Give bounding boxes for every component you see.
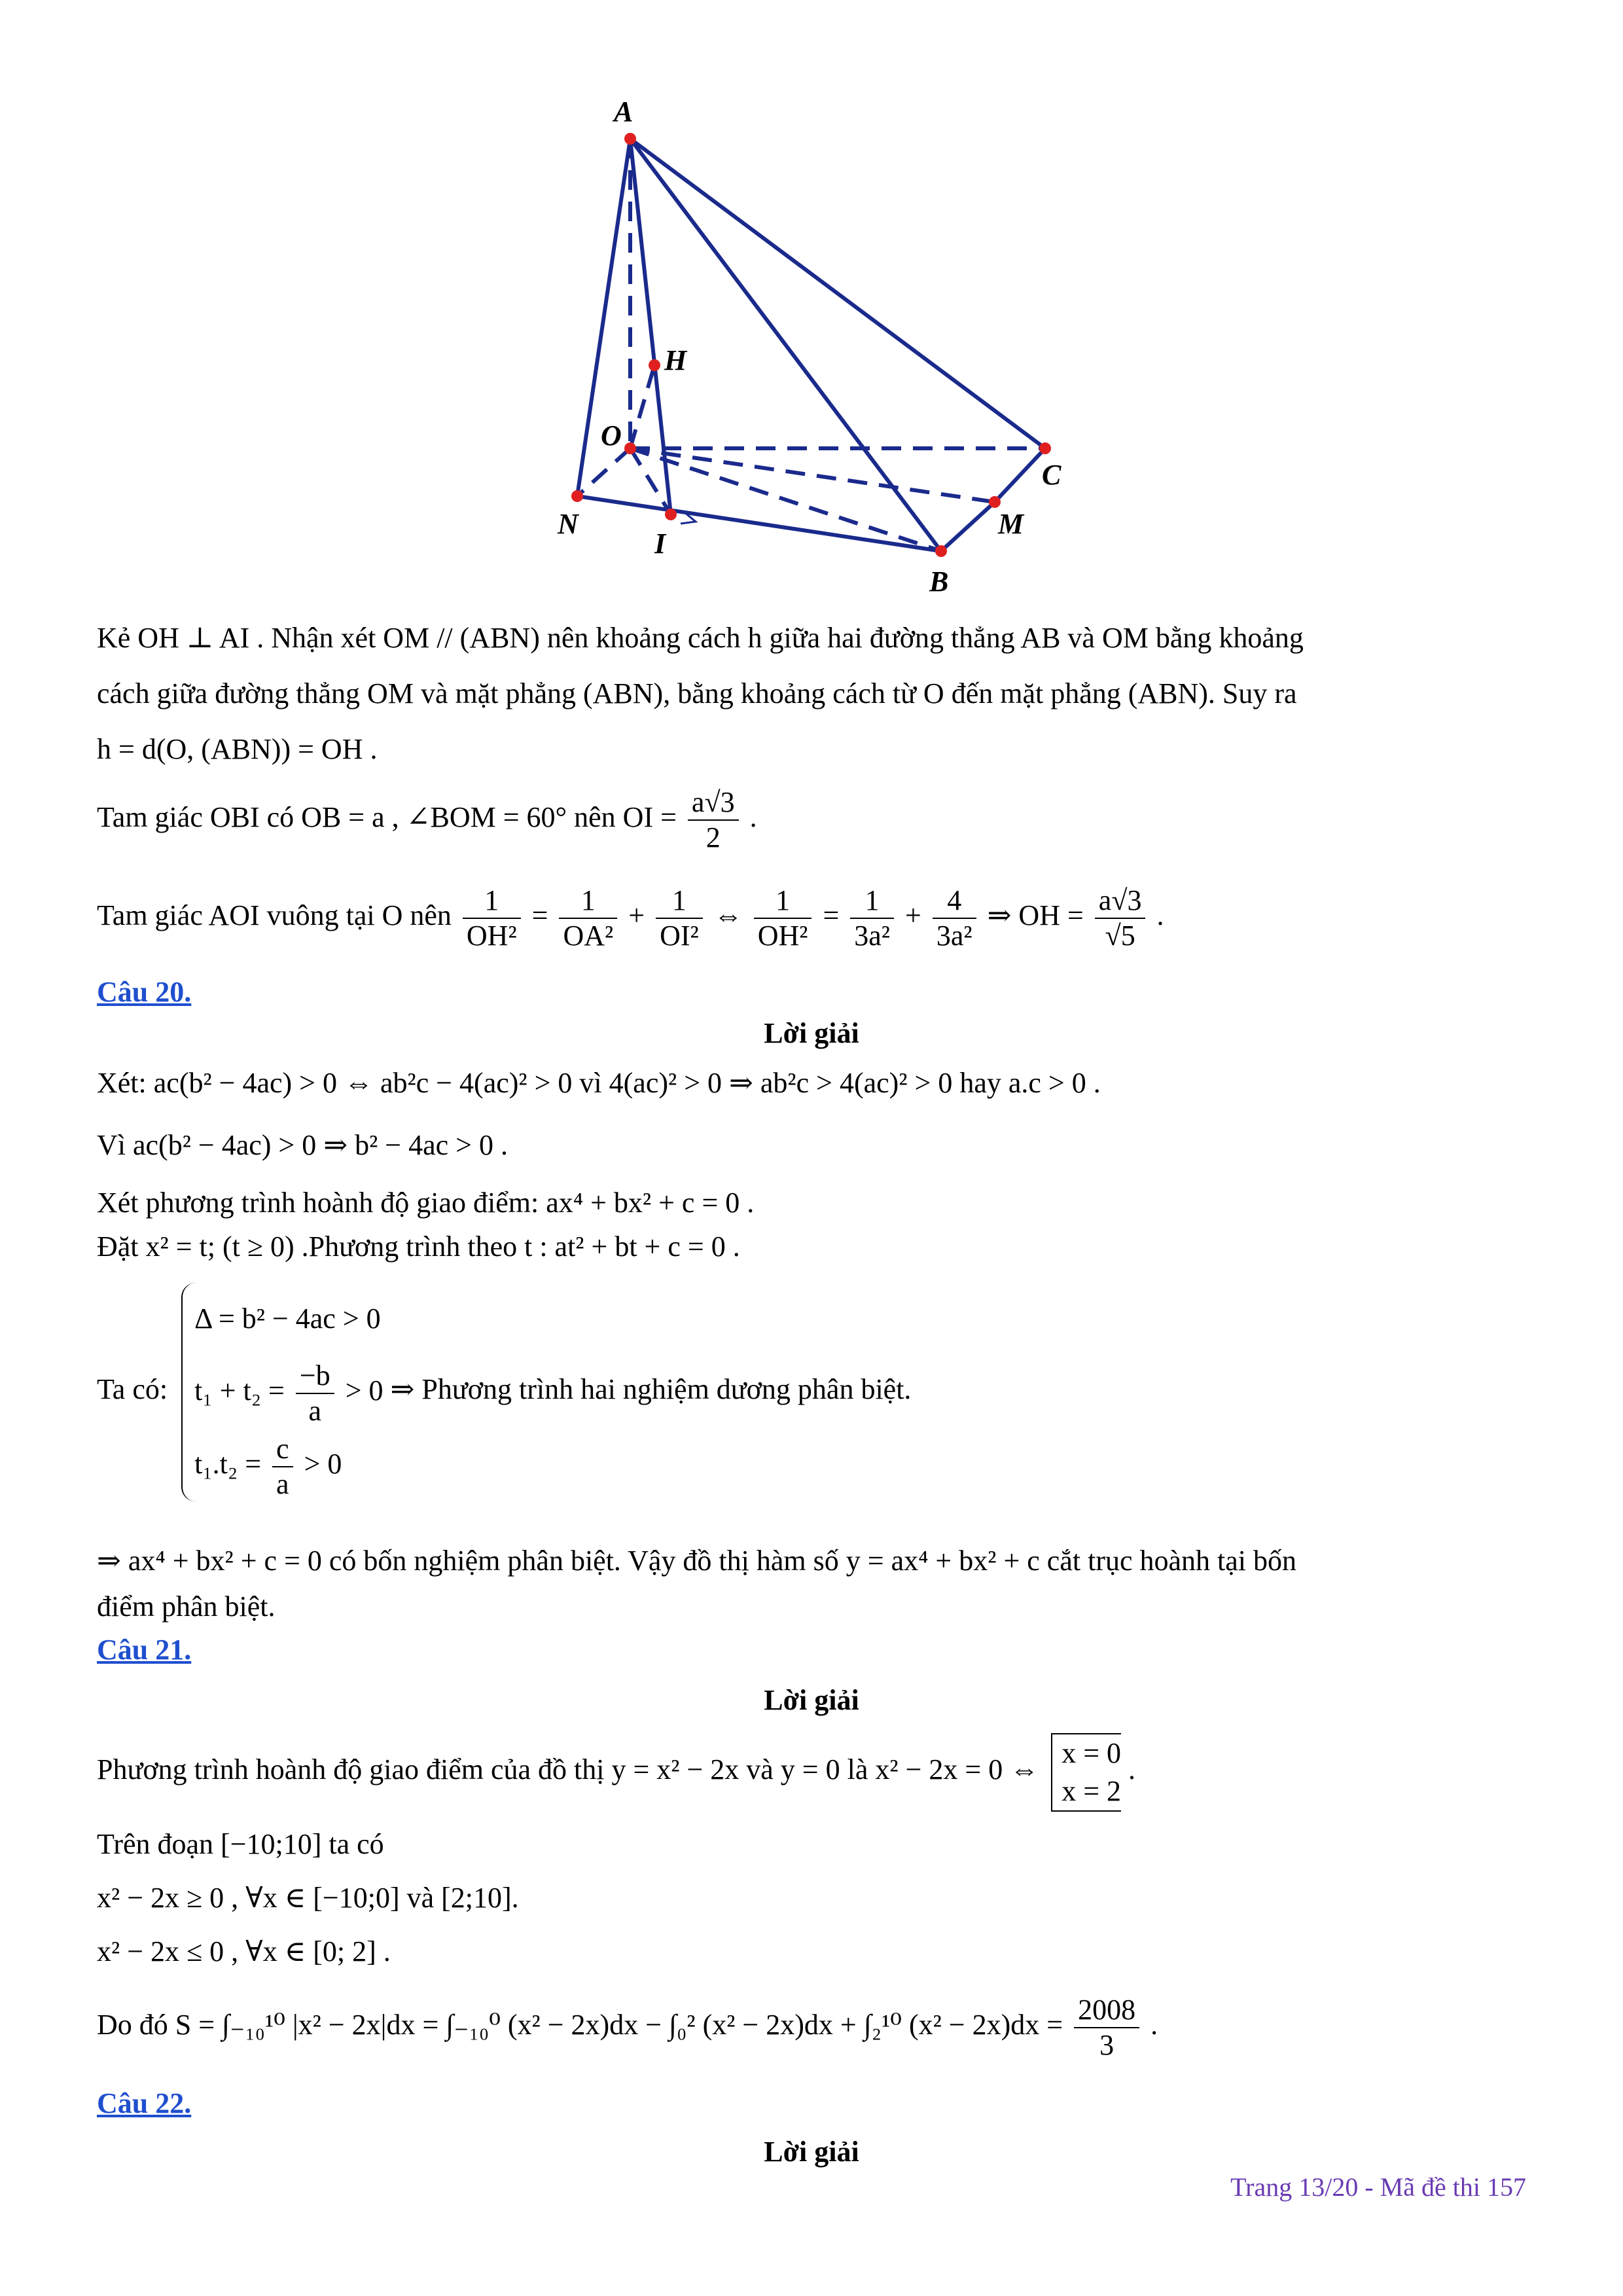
- point-B: [935, 545, 947, 557]
- point-M: [989, 496, 1001, 508]
- text-line: cách giữa đường thẳng OM và mặt phẳng (ABN), bằng khoảng cách từ O đến mặt phẳng (ABN). Suy ra: [97, 677, 1297, 709]
- text-line: h = d(O, (ABN)) = OH .: [97, 733, 378, 765]
- edge-NB: [577, 496, 941, 551]
- label-C: C: [1042, 459, 1061, 491]
- question-22-heading[interactable]: Câu 22.: [97, 2087, 192, 2119]
- text-line: Xét phương trình hoành độ giao điểm: ax⁴ + bx² + c = 0 .: [97, 1187, 755, 1219]
- text-line: Tam giác AOI vuông tại O nên $\frac{1}{\text{OH²}}$ = $\frac{1}{\text{OA²}}$ + $\frac{1}{\text{OI²}}$ ⇔ $\frac{1}{\text{OH²}}$ = $\frac{1}{\text{3a²}}$ + $\frac{4}{\text{3a²}}$ ⇒ OH = $\frac{a√3}{√5}$ .: [97, 884, 1164, 952]
- text-line: Phương trình hoành độ giao điểm của đồ thị y = x² − 2x và y = 0 là x² − 2x = 0 ⇔ x = 0 x = 2 .: [97, 1733, 1135, 1812]
- point-O: [624, 442, 636, 454]
- label-B: B: [929, 565, 949, 598]
- text-line: x² − 2x ≤ 0 , ∀x ∈ [0; 2] .: [97, 1935, 391, 1967]
- text-line: Vì ac(b² − 4ac) > 0 ⇒ b² − 4ac > 0 .: [97, 1129, 508, 1161]
- text-line: điểm phân biệt.: [97, 1590, 276, 1623]
- point-C: [1039, 442, 1051, 454]
- solution-heading: Lời giải: [764, 1017, 859, 1049]
- fraction: $\frac{a√3}{2}$: [688, 785, 739, 855]
- point-N: [571, 490, 583, 502]
- text-line: x² − 2x ≥ 0 , ∀x ∈ [−10;0] và [2;10].: [97, 1882, 519, 1914]
- question-20-heading[interactable]: Câu 20.: [97, 976, 192, 1008]
- edge-OM: [630, 448, 995, 502]
- page-footer: Trang 13/20 - Mã đề thi 157: [1230, 2172, 1526, 2202]
- solution-heading: Lời giải: [764, 2136, 859, 2168]
- point-I: [665, 509, 677, 520]
- label-A: A: [614, 96, 633, 128]
- square-bracket: x = 0 x = 2: [1051, 1733, 1121, 1812]
- text-line: Trên đoạn [−10;10] ta có: [97, 1828, 384, 1860]
- text-line: Xét: ac(b² − 4ac) > 0 ⇔ ab²c − 4(ac)² > 0 vì 4(ac)² > 0 ⇒ ab²c > 4(ac)² > 0 hay a.c > 0 .: [97, 1067, 1101, 1099]
- solution-heading: Lời giải: [764, 1684, 859, 1716]
- edge-BM: [941, 502, 995, 551]
- text-line: Đặt x² = t; (t ≥ 0) .Phương trình theo t : at² + bt + c = 0 .: [97, 1230, 740, 1263]
- edge-OB: [630, 448, 941, 551]
- pyramid-figure: [537, 92, 1086, 609]
- text-line: ⇒ ax⁴ + bx² + c = 0 có bốn nghiệm phân biệt. Vậy đồ thị hàm số y = ax⁴ + bx² + c cắt trục hoành tại bốn: [97, 1545, 1296, 1577]
- cases-brace: Δ = b² − 4ac > 0 t₁ + t₂ = $\frac{-b}{a}$ > 0 t₁.t₂ = $\frac{c}{a}$ > 0: [181, 1283, 383, 1501]
- label-N: N: [558, 508, 579, 540]
- question-21-heading[interactable]: Câu 21.: [97, 1634, 192, 1666]
- point-H: [649, 359, 660, 371]
- label-O: O: [601, 420, 622, 452]
- system-of-conditions: Ta có: Δ = b² − 4ac > 0 t₁ + t₂ = $\frac{-b}{a}$ > 0 t₁.t₂ = $\frac{c}{a}$ > 0 ⇒ Phương trình hai nghiệm dương phân biệt.: [97, 1283, 911, 1501]
- edge-AC: [630, 139, 1045, 448]
- label-I: I: [654, 528, 666, 560]
- text-line: Tam giác OBI có OB = a , ∠BOM = 60° nên OI = $\frac{a√3}{2}$ .: [97, 786, 757, 853]
- text-line: Do đó S = ∫₋₁₀¹⁰ |x² − 2x|dx = ∫₋₁₀⁰ (x² − 2x)dx − ∫₀² (x² − 2x)dx + ∫₂¹⁰ (x² − 2x)dx = $\frac{2008}{3}$ .: [97, 1994, 1158, 2061]
- label-H: H: [664, 344, 687, 376]
- edge-MC: [995, 448, 1045, 502]
- label-M: M: [998, 508, 1024, 540]
- text-line: Kẻ OH ⊥ AI . Nhận xét OM // (ABN) nên khoảng cách h giữa hai đường thẳng AB và OM bằng khoảng: [97, 622, 1304, 654]
- edge-OH: [630, 365, 654, 448]
- point-A: [624, 133, 636, 145]
